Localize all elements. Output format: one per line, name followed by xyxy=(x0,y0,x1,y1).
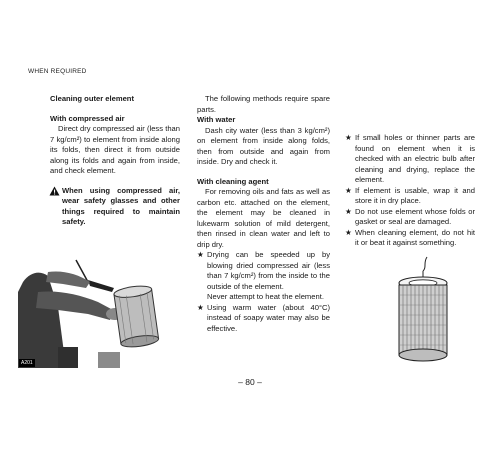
page-number: – 80 – xyxy=(238,377,262,387)
intro-paragraph: The following methods require spare parts. xyxy=(197,94,330,114)
star-bullet-icon: ★ xyxy=(345,206,352,216)
star-bullet-icon: ★ xyxy=(345,185,352,195)
filter-element-illustration xyxy=(383,255,463,365)
safety-warning-text: When using compressed air, wear safety glasses and other things required to maintain safety. xyxy=(62,185,180,226)
list-item xyxy=(345,228,475,249)
bullet-text-store: If element is usable, wrap it and store it in dry place. xyxy=(355,185,475,205)
warm-water-bullet xyxy=(197,303,330,335)
photo-code-label: A201 xyxy=(21,360,33,366)
warning-triangle-icon xyxy=(49,186,60,196)
heat-warning-note: Never attempt to heat the element. xyxy=(207,292,324,301)
subheading-compressed-air: With compressed air xyxy=(50,113,125,123)
warm-water-bullet-text: Using warm water (about 40°C) instead of soapy water may also be effective. xyxy=(207,302,330,333)
column-1 xyxy=(50,94,180,228)
star-bullet-icon: ★ xyxy=(197,302,204,312)
section-title-outer-element: Cleaning outer element xyxy=(50,94,134,103)
bullet-text-holes: If small holes or thinner parts are found on element when it is checked with an electric bulb after cleaning and drying, replace the element. xyxy=(355,133,475,184)
list-item xyxy=(345,186,475,207)
column-3 xyxy=(345,133,475,249)
cleaning-agent-paragraph: For removing oils and fats as well as carbon etc. attached on the element, the element may be cleaned in lukewarm solution of mild detergent, then rinsed in clean water and left to drip dry. xyxy=(197,187,330,249)
compressed-air-paragraph: Direct dry compressed air (less than 7 kg/cm²) to element from inside along its folds, then direct it from outside along its folds and again from inside, and check element. xyxy=(50,124,180,175)
running-header: WHEN REQUIRED xyxy=(28,68,87,75)
drying-bullet-text: Drying can be speeded up by blowing dried compressed air (less than 7 kg/cm²) from the inside to the outside of the element. xyxy=(207,250,330,291)
subheading-cleaning-agent: With cleaning agent xyxy=(197,176,269,186)
subheading-with-water: With water xyxy=(197,115,236,124)
compressed-air-cleaning-illustration xyxy=(18,252,178,368)
star-bullet-icon: ★ xyxy=(345,133,352,142)
air-filter-element-icon xyxy=(383,255,463,365)
column-2 xyxy=(197,94,330,334)
drying-bullet xyxy=(197,250,330,292)
cleaning-photo xyxy=(18,252,178,368)
safety-warning xyxy=(50,186,180,228)
list-item xyxy=(345,207,475,228)
water-paragraph: Dash city water (less than 3 kg/cm²) on element from inside along folds, then from outside and again from inside. Dry and check it. xyxy=(197,125,330,166)
star-bullet-icon: ★ xyxy=(197,250,204,259)
list-item xyxy=(345,133,475,186)
bullet-text-damaged: Do not use element whose folds or gasket or seal are damaged. xyxy=(355,206,475,226)
bullet-text-hit: When cleaning element, do not hit it or beat it against something. xyxy=(355,227,475,247)
star-bullet-icon: ★ xyxy=(345,227,352,237)
